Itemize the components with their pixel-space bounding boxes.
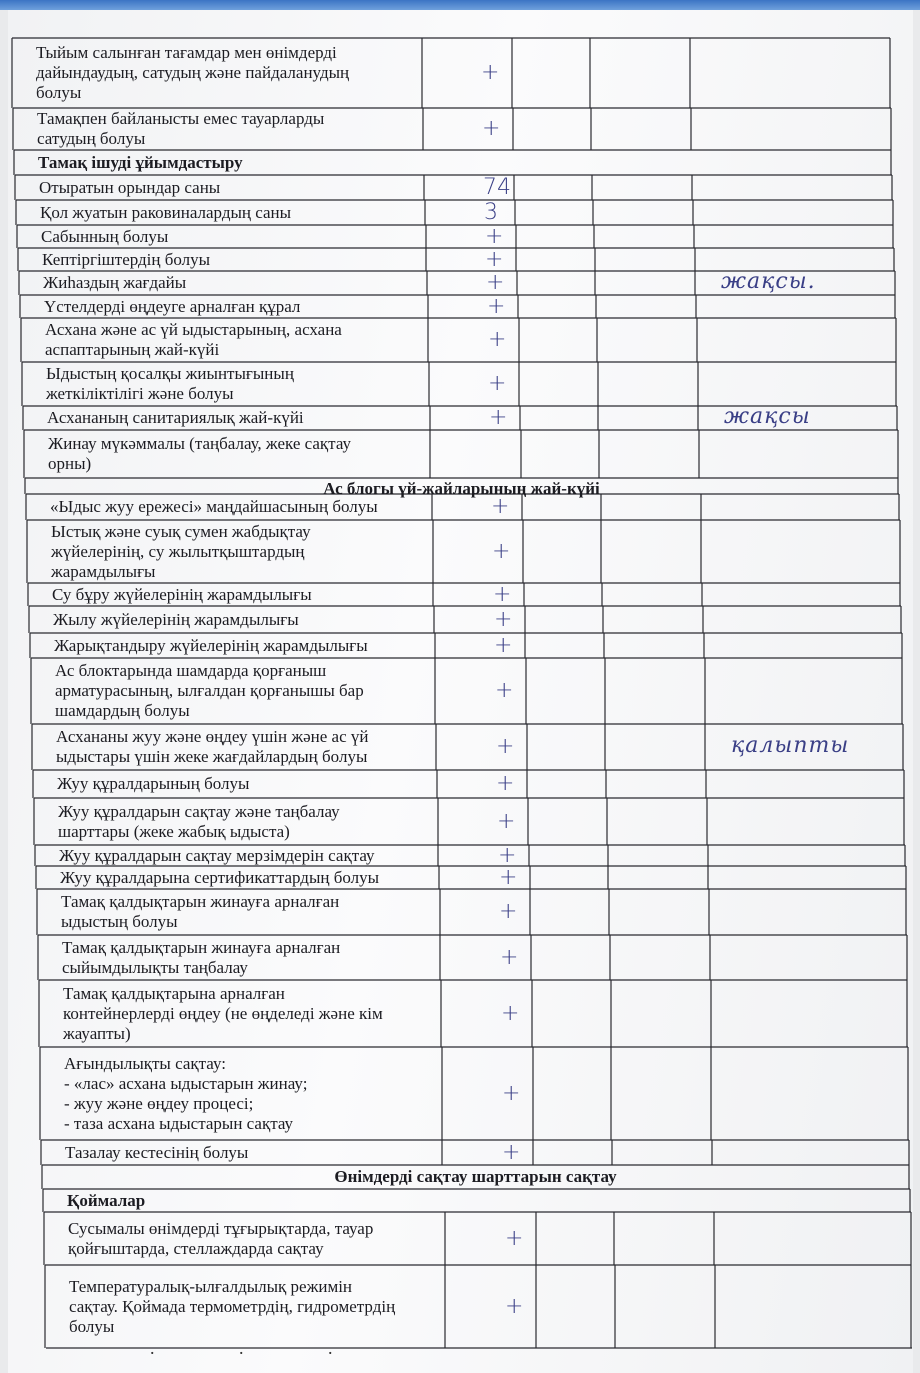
criterion-text: Қол жуатын раковиналардың саны [40, 202, 292, 222]
check-mark: + [486, 270, 505, 295]
handwritten-note: қалыпты [731, 733, 850, 758]
page-cutoff-dots: . . . [150, 1338, 373, 1358]
criterion-text: Жарықтандыру жүйелерінің жарамдылығы [54, 635, 368, 655]
check-mark: + [488, 327, 507, 352]
criterion-text: - жуу және өңдеу процесі; [64, 1093, 254, 1113]
criterion-text: Жуу құралдарына сертификаттардың болуы [60, 867, 380, 887]
criterion-text: Асхана және ас үй ыдыстарының, асхана [45, 320, 342, 339]
check-mark: + [502, 1080, 521, 1106]
check-mark: + [489, 405, 508, 430]
section-title: Өнімдерді сақтау шарттарын сақтау [334, 1167, 617, 1186]
criterion-text: Жуу құралдарын сақтау мерзімдерін сақтау [59, 846, 375, 865]
criterion-text: Тамақ қалдықтарын жинауға арналған [61, 892, 340, 911]
criterion-text: контейнерлерді өңдеу (не өңделеді және кім [63, 1003, 383, 1023]
criterion-text: Ас блоктарында шамдарда қорғаныш [55, 661, 327, 680]
criterion-text: Ыстық және суық сумен жабдықтау [51, 521, 311, 541]
criterion-text: Ағындылықты сақтау: [64, 1053, 226, 1073]
criterion-text: - таза асхана ыдыстарын сақтау [64, 1113, 294, 1133]
criterion-text: Отыратын орындар саны [39, 177, 221, 197]
criterion-text: жеткіліктілігі және болуы [46, 384, 234, 403]
criterion-text: Тамақпен байланысты емес тауарларды [37, 109, 325, 128]
criterion-text: қойғыштарда, стеллаждарда сақтау [68, 1238, 324, 1258]
check-mark: + [496, 771, 515, 796]
check-mark: + [491, 494, 510, 519]
criterion-text: Тазалау кестесінің болуы [65, 1142, 249, 1162]
criterion-text: - «лас» асхана ыдыстарын жинау; [64, 1073, 308, 1093]
check-mark: + [500, 944, 519, 970]
criterion-text: Сабынның болуы [41, 226, 169, 246]
check-mark: 74 [483, 174, 511, 200]
check-mark: + [487, 293, 506, 319]
check-mark: + [494, 632, 513, 658]
criterion-text: сыйымдылықты таңбалау [62, 957, 248, 977]
criterion-text: дайындаудың, сатудың және пайдаланудың [36, 63, 350, 82]
criterion-text: арматурасының, ылғалдан қорғанышы бар [55, 681, 364, 700]
criterion-text: Асхананың санитариялық жай-күйі [47, 408, 304, 427]
check-mark: + [502, 1139, 521, 1165]
criterion-text: Тыйым салынған тағамдар мен өнімдерді [36, 43, 337, 62]
criterion-text: болуы [36, 83, 82, 102]
criterion-text: жарамдылығы [51, 561, 156, 581]
criterion-text: сақтау. Қоймада термометрдің, гидрометрдің [69, 1296, 396, 1316]
criterion-text: «Ыдыс жуу ережесі» маңдайшасының болуы [50, 497, 378, 516]
check-mark: + [501, 1000, 520, 1026]
criterion-text: Үстелдерді өңдеуге арналған құрал [44, 296, 301, 316]
check-mark: + [492, 538, 511, 564]
section-title: Тамақ ішуді ұйымдастыру [38, 152, 243, 172]
criterion-text: Жылу жүйелерінің жарамдылығы [53, 609, 299, 629]
check-mark: + [496, 734, 515, 759]
check-mark: + [485, 223, 504, 249]
criterion-text: Жуу құралдарының болуы [57, 774, 250, 793]
criterion-text: Кептіргіштердің болуы [42, 249, 211, 269]
criterion-text: Жинау мүкәммалы (таңбалау, жеке сақтау [48, 434, 351, 453]
check-mark: + [493, 581, 512, 607]
criterion-text: аспаптарының жай-күйі [45, 340, 220, 359]
criterion-text: шамдардың болуы [55, 701, 190, 720]
check-mark: + [481, 60, 500, 85]
criterion-text: шарттары (жеке жабық ыдыста) [58, 821, 290, 841]
criterion-text: Асхананы жуу және өңдеу үшін және ас үй [56, 727, 369, 746]
criterion-text: Ыдыстың қосалқы жиынтығының [46, 364, 294, 383]
criterion-text: Тамақ қалдықтарын жинауға арналған [62, 937, 341, 957]
handwritten-note: жақсы [724, 404, 811, 429]
check-mark: + [498, 842, 517, 868]
check-mark: + [499, 899, 518, 924]
criterion-text: сатудың болуы [37, 129, 146, 148]
criterion-text: жүйелерінің, су жылытқыштардың [51, 541, 305, 561]
criterion-text: ыдыстың болуы [61, 912, 178, 931]
criterion-text: болуы [69, 1316, 115, 1336]
section-title: Ас блогы үй-жайларының жай-күйі [323, 479, 600, 498]
check-mark: + [494, 606, 513, 632]
check-mark: + [497, 808, 516, 834]
check-mark: 3 [484, 199, 498, 225]
check-mark: + [488, 371, 507, 396]
criterion-text: Тамақ қалдықтарына арналған [63, 983, 285, 1003]
criterion-text: жауапты) [63, 1023, 131, 1043]
check-mark: + [499, 864, 518, 890]
handwritten-note: жақсы. [721, 269, 816, 294]
criterion-text: Сусымалы өнімдерді тұғырықтарда, тауар [68, 1218, 374, 1238]
check-mark: + [482, 116, 501, 141]
criterion-text: ыдыстары үшін жеке жағдайлардың болуы [56, 747, 368, 766]
criterion-text: Жуу құралдарын сақтау және таңбалау [58, 801, 340, 821]
section-title: Қоймалар [67, 1190, 146, 1210]
check-mark: + [505, 1293, 524, 1319]
criterion-text: Су бұру жүйелерінің жарамдылығы [52, 584, 312, 604]
criterion-text: Жиһаздың жағдайы [43, 273, 187, 292]
criterion-text: орны) [48, 454, 92, 473]
check-mark: + [485, 246, 504, 272]
check-mark: + [505, 1225, 524, 1251]
check-mark: + [495, 678, 514, 703]
criterion-text: Температуралық-ылғалдылық режимін [69, 1276, 353, 1296]
